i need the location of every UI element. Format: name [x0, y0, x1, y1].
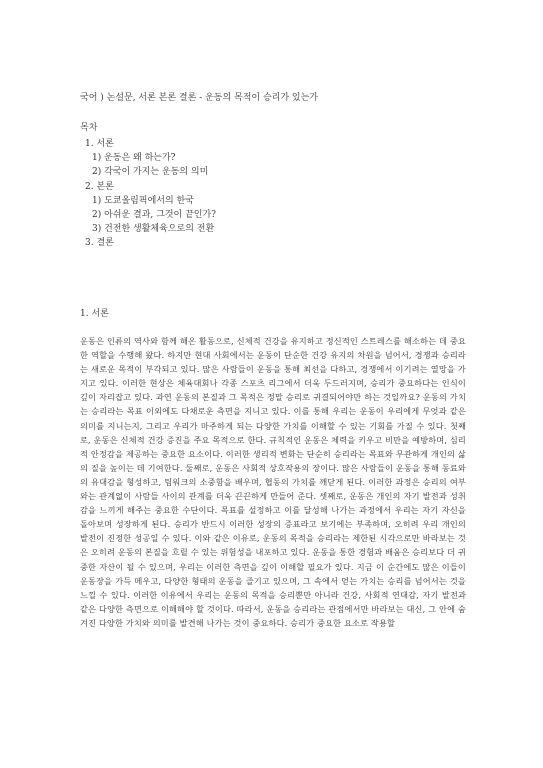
section-heading: 1. 서론: [80, 309, 109, 319]
toc-item: 1) 도쿄올림픽에서의 한국: [92, 195, 194, 206]
toc-item: 2) 아쉬운 결과, 그것이 끝인가?: [92, 210, 217, 221]
toc-item: 3) 건전한 생활체육으로의 전환: [92, 224, 215, 235]
toc-heading: 목차: [80, 123, 98, 133]
table-of-contents: [80, 122, 480, 251]
document-title: 국어 ) 논설문, 서론 본론 결론 - 운동의 목적이 승리가 있는가: [80, 93, 318, 103]
toc-item: 1. 서론: [85, 139, 114, 149]
toc-item: 2. 본론: [85, 181, 114, 192]
toc-item: 1) 운동은 왜 하는가?: [92, 153, 176, 164]
toc-item: 2) 각국이 가지는 운동의 의미: [92, 167, 209, 178]
body-paragraph: 운동은 인류의 역사와 함께 해온 활동으로, 신체적 건강을 유지하고 정신적인 스트레스를 해소하는 데 중요한 역할을 수행해 왔다. 하지만 현대 사회에서는 운동이 단순한 건강 유지의 차원을 넘어서, 경쟁과 승리라는 새로운 목적이 부각되고 있다. 많은 사람들이 운동을 통해 최선을 다하고, 경쟁에서 이기려는 열망을 가지고 있다. 이러한 현상은 체육대회나 각종 스포츠 리그에서 더욱 두드러지며, 승리가 중요하다는 인식이 깊이 자리잡고 있다. 과연 운동의 본질과 그 목적은 정말 승리로 귀결되어야만 하는 것일까요? 운동의 가치는 승리라는 목표 이외에도 다채로운 측면을 지니고 있다. 이를 통해 우리는 운동이 우리에게 무엇과 같은 의미를 지니는지, 그리고 우리가 마주하게 되는 다양한 가치를 이해할 수 있는 기회를 가질 수 있다. 첫째로, 운동은 신체적 건강 증진을 주요 목적으로 한다. 규칙적인 운동은 체력을 키우고 비만을 예방하며, 심리적 안정감을 제공하는 중요한 요소이다. 이러한 생리적 변화는 단순히 승리라는 목표와 무관하게 개인의 삶의 질을 높이는 데 기여한다. 둘째로, 운동은 사회적 상호작용의 장이다. 많은 사람들이 운동을 통해 동료와의 유대감을 형성하고, 팀워크의 소중함을 배우며, 협동의 가치를 깨닫게 된다. 이러한 과정은 승리의 여부와는 관계없이 사람들 사이의 관계를 더욱 끈끈하게 만들어 준다. 셋째로, 운동은 개인의 자기 발전과 성취감을 느끼게 해주는 중요한 수단이다. 목표를 설정하고 이를 달성해 나가는 과정에서 우리는 자기 자신을 돌아보며 성장하게 된다. 승리가 반드시 이러한 성장의 증표라고 보기에는 부족하며, 오히려 우리 개인의 발전이 진정한 성공일 수 있다. 이와 같은 이유로, 운동의 목적을 승리라는 제한된 시각으로만 바라보는 것은 오히려 운동의 본질을 흐릴 수 있는 위험성을 내포하고 있다. 운동을 통한 경험과 배움은 승리보다 더 귀중한 자산이 될 수 있으며, 우리는 이러한 측면을 깊이 이해할 필요가 있다. 지금 이 순간에도 많은 이들이 운동장을 가득 메우고, 다양한 형태의 운동을 즐기고 있으며, 그 속에서 얻는 가치는 승리를 넘어서는 것을 느낄 수 있다. 이러한 이유에서 우리는 운동의 목적을 승리뿐만 아니라 건강, 사회적 연대감, 자기 발전과 같은 다양한 측면으로 이해해야 할 것이다. 따라서, 운동을 승리라는 관점에서만 바라보는 대신, 그 안에 숨겨진 다양한 가치와 의미를 발견해 나가는 것이 중요하다. 승리가 중요한 요소로 작용할: [80, 336, 466, 628]
toc-item: 3. 결론: [85, 238, 114, 249]
